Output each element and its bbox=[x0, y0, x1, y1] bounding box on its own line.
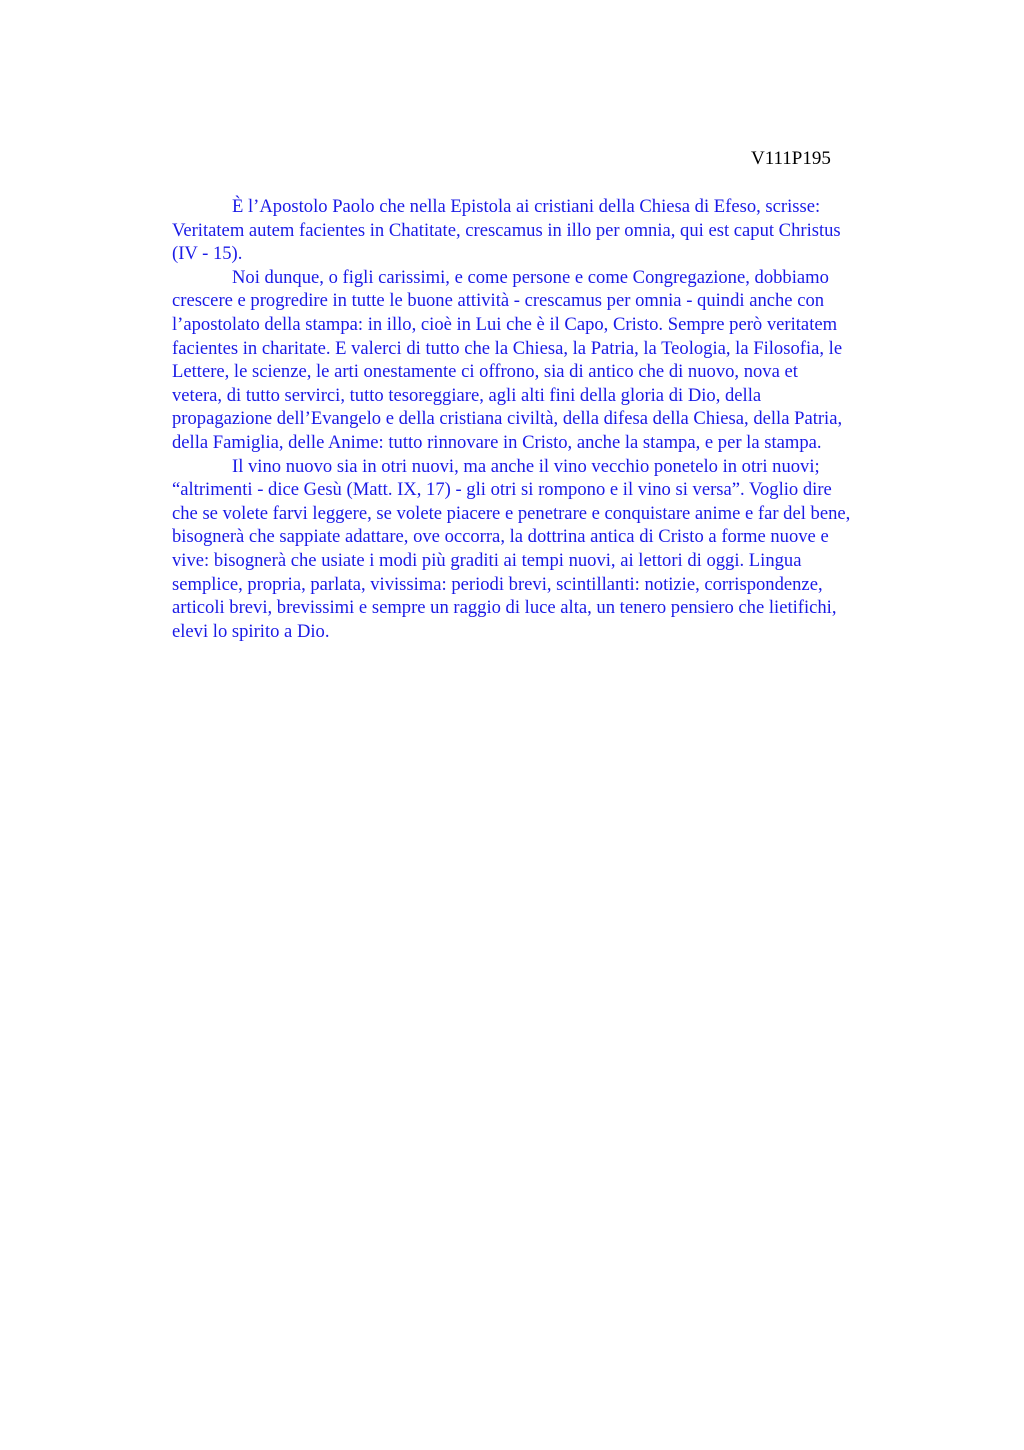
paragraph-line: bisognerà che sappiate adattare, ove occorra, la dottrina antica di Cristo a forme nuove e bbox=[172, 526, 829, 548]
paragraph-line: che se volete farvi leggere, se volete piacere e penetrare e conquistare anime e far del bene, bbox=[172, 502, 851, 524]
paragraph-line: della Famiglia, delle Anime: tutto rinnovare in Cristo, anche la stampa, e per la stampa. bbox=[172, 431, 822, 453]
paragraph-line: È l’Apostolo Paolo che nella Epistola ai cristiani della Chiesa di Efeso, scrisse: bbox=[232, 196, 821, 217]
page-code: V111P195 bbox=[751, 148, 831, 169]
paragraph-1 bbox=[172, 195, 932, 266]
paragraph-2 bbox=[172, 266, 932, 455]
paragraph-line: vetera, di tutto servirci, tutto tesoreggiare, agli alti fini della gloria di Dio, della bbox=[172, 384, 762, 406]
paragraph-line: Lettere, le scienze, le arti onestamente ci offrono, sia di antico che di nuovo, nova et bbox=[172, 361, 798, 383]
paragraph-line: propagazione dell’Evangelo e della cristiana civiltà, della difesa della Chiesa, della Patria, bbox=[172, 408, 843, 430]
document-body bbox=[172, 195, 932, 643]
paragraph-line: Il vino nuovo sia in otri nuovi, ma anche il vino vecchio ponetelo in otri nuovi; bbox=[232, 455, 820, 477]
paragraph-line: semplice, propria, parlata, vivissima: periodi brevi, scintillanti: notizie, corrispondenze, bbox=[172, 573, 823, 595]
paragraph-line: (IV - 15). bbox=[172, 243, 243, 265]
paragraph-line: facientes in charitate. E valerci di tutto che la Chiesa, la Patria, la Teologia, la Filosofia, le bbox=[172, 337, 843, 359]
paragraph-line: crescere e progredire in tutte le buone attività - crescamus per omnia - quindi anche con bbox=[172, 290, 825, 312]
paragraph-line: elevi lo spirito a Dio. bbox=[172, 620, 330, 642]
paragraph-line: “altrimenti - dice Gesù (Matt. IX, 17) - gli otri si rompono e il vino si versa”. Voglio dire bbox=[172, 479, 832, 501]
paragraph-line: articoli brevi, brevissimi e sempre un raggio di luce alta, un tenero pensiero che lietifichi, bbox=[172, 597, 837, 619]
paragraph-3 bbox=[172, 455, 932, 644]
paragraph-line: Noi dunque, o figli carissimi, e come persone e come Congregazione, dobbiamo bbox=[232, 266, 829, 288]
paragraph-line: l’apostolato della stampa: in illo, cioè in Lui che è il Capo, Cristo. Sempre però veritatem bbox=[172, 313, 838, 335]
paragraph-line: Veritatem autem facientes in Chatitate, crescamus in illo per omnia, qui est caput Christus bbox=[172, 219, 841, 241]
paragraph-line: vive: bisognerà che usiate i modi più graditi ai tempi nuovi, ai lettori di oggi. Lingua bbox=[172, 549, 802, 571]
